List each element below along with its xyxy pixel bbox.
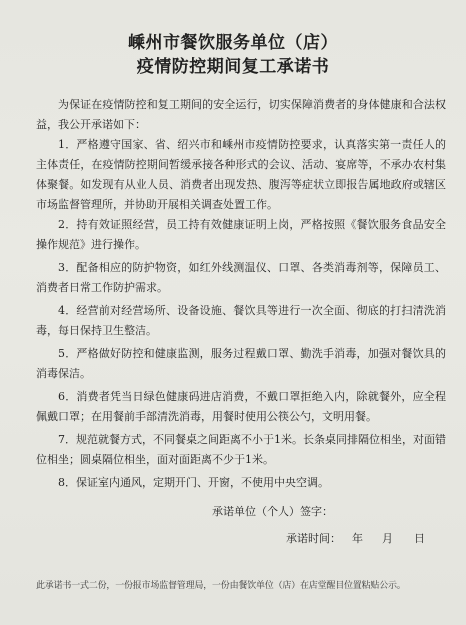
date-day-label: 日 — [414, 532, 425, 545]
signature-label: 承诺单位（个人）签字： — [212, 505, 333, 518]
commitment-item-4: 4．经营前对经营场所、设备设施、餐饮具等进行一次全面、彻底的打扫清洗消毒，每日保持卫生整洁。 — [36, 304, 446, 337]
commitment-item-2: 2．持有效证照经营，员工持有效健康证明上岗，严格按照《餐饮服务食品安全操作规范》进行操作。 — [36, 218, 446, 251]
commitment-item-6: 6．消费者凭当日绿色健康码进店消费，不戴口罩拒绝入内，除就餐外，应全程佩戴口罩；在用餐前手部清洗消毒，用餐时使用公筷公勺，文明用餐。 — [36, 390, 446, 423]
document-title-line1: 嵊州市餐饮服务单位（店） — [128, 33, 338, 53]
date-year-label: 年 — [352, 532, 363, 545]
commitment-item-5: 5．严格做好防控和健康监测，服务过程戴口罩、勤洗手消毒，加强对餐饮具的消毒保洁。 — [36, 347, 446, 380]
footer-note: 此承诺书一式二份，一份报市场监督管理局，一份由餐饮单位（店）在店堂醒目位置粘贴公示。 — [36, 581, 406, 591]
commitment-item-1: 1．严格遵守国家、省、绍兴市和嵊州市疫情防控要求，认真落实第一责任人的主体责任，在疫情防控期间暂缓承接各种形式的会议、活动、宴席等，不承办农村集体聚餐。如发现有从业人员、消费者出现发热、腹泻等症状立即报告属地政府或辖区市场监督管理所，并协助开展相关调查处置工作。 — [36, 138, 446, 211]
document-title-line2: 疫情防控期间复工承诺书 — [136, 57, 330, 77]
commitment-item-7: 7．规范就餐方式，不同餐桌之间距离不小于1米。长条桌同排隔位相坐，对面错位相坐；圆桌隔位相坐，面对面距离不少于1米。 — [36, 433, 446, 466]
date-month-label: 月 — [382, 532, 393, 545]
commitment-item-8: 8．保证室内通风，定期开门、开窗，不使用中央空调。 — [58, 476, 329, 489]
date-label: 承诺时间： — [286, 532, 341, 545]
commitment-item-3: 3．配备相应的防护物资，如红外线测温仪、口罩、各类消毒剂等，保障员工、消费者日常工作防护需求。 — [36, 261, 446, 294]
intro-paragraph: 为保证在疫情防控和复工期间的安全运行，切实保障消费者的身体健康和合法权益，我公开承诺如下： — [36, 98, 446, 131]
